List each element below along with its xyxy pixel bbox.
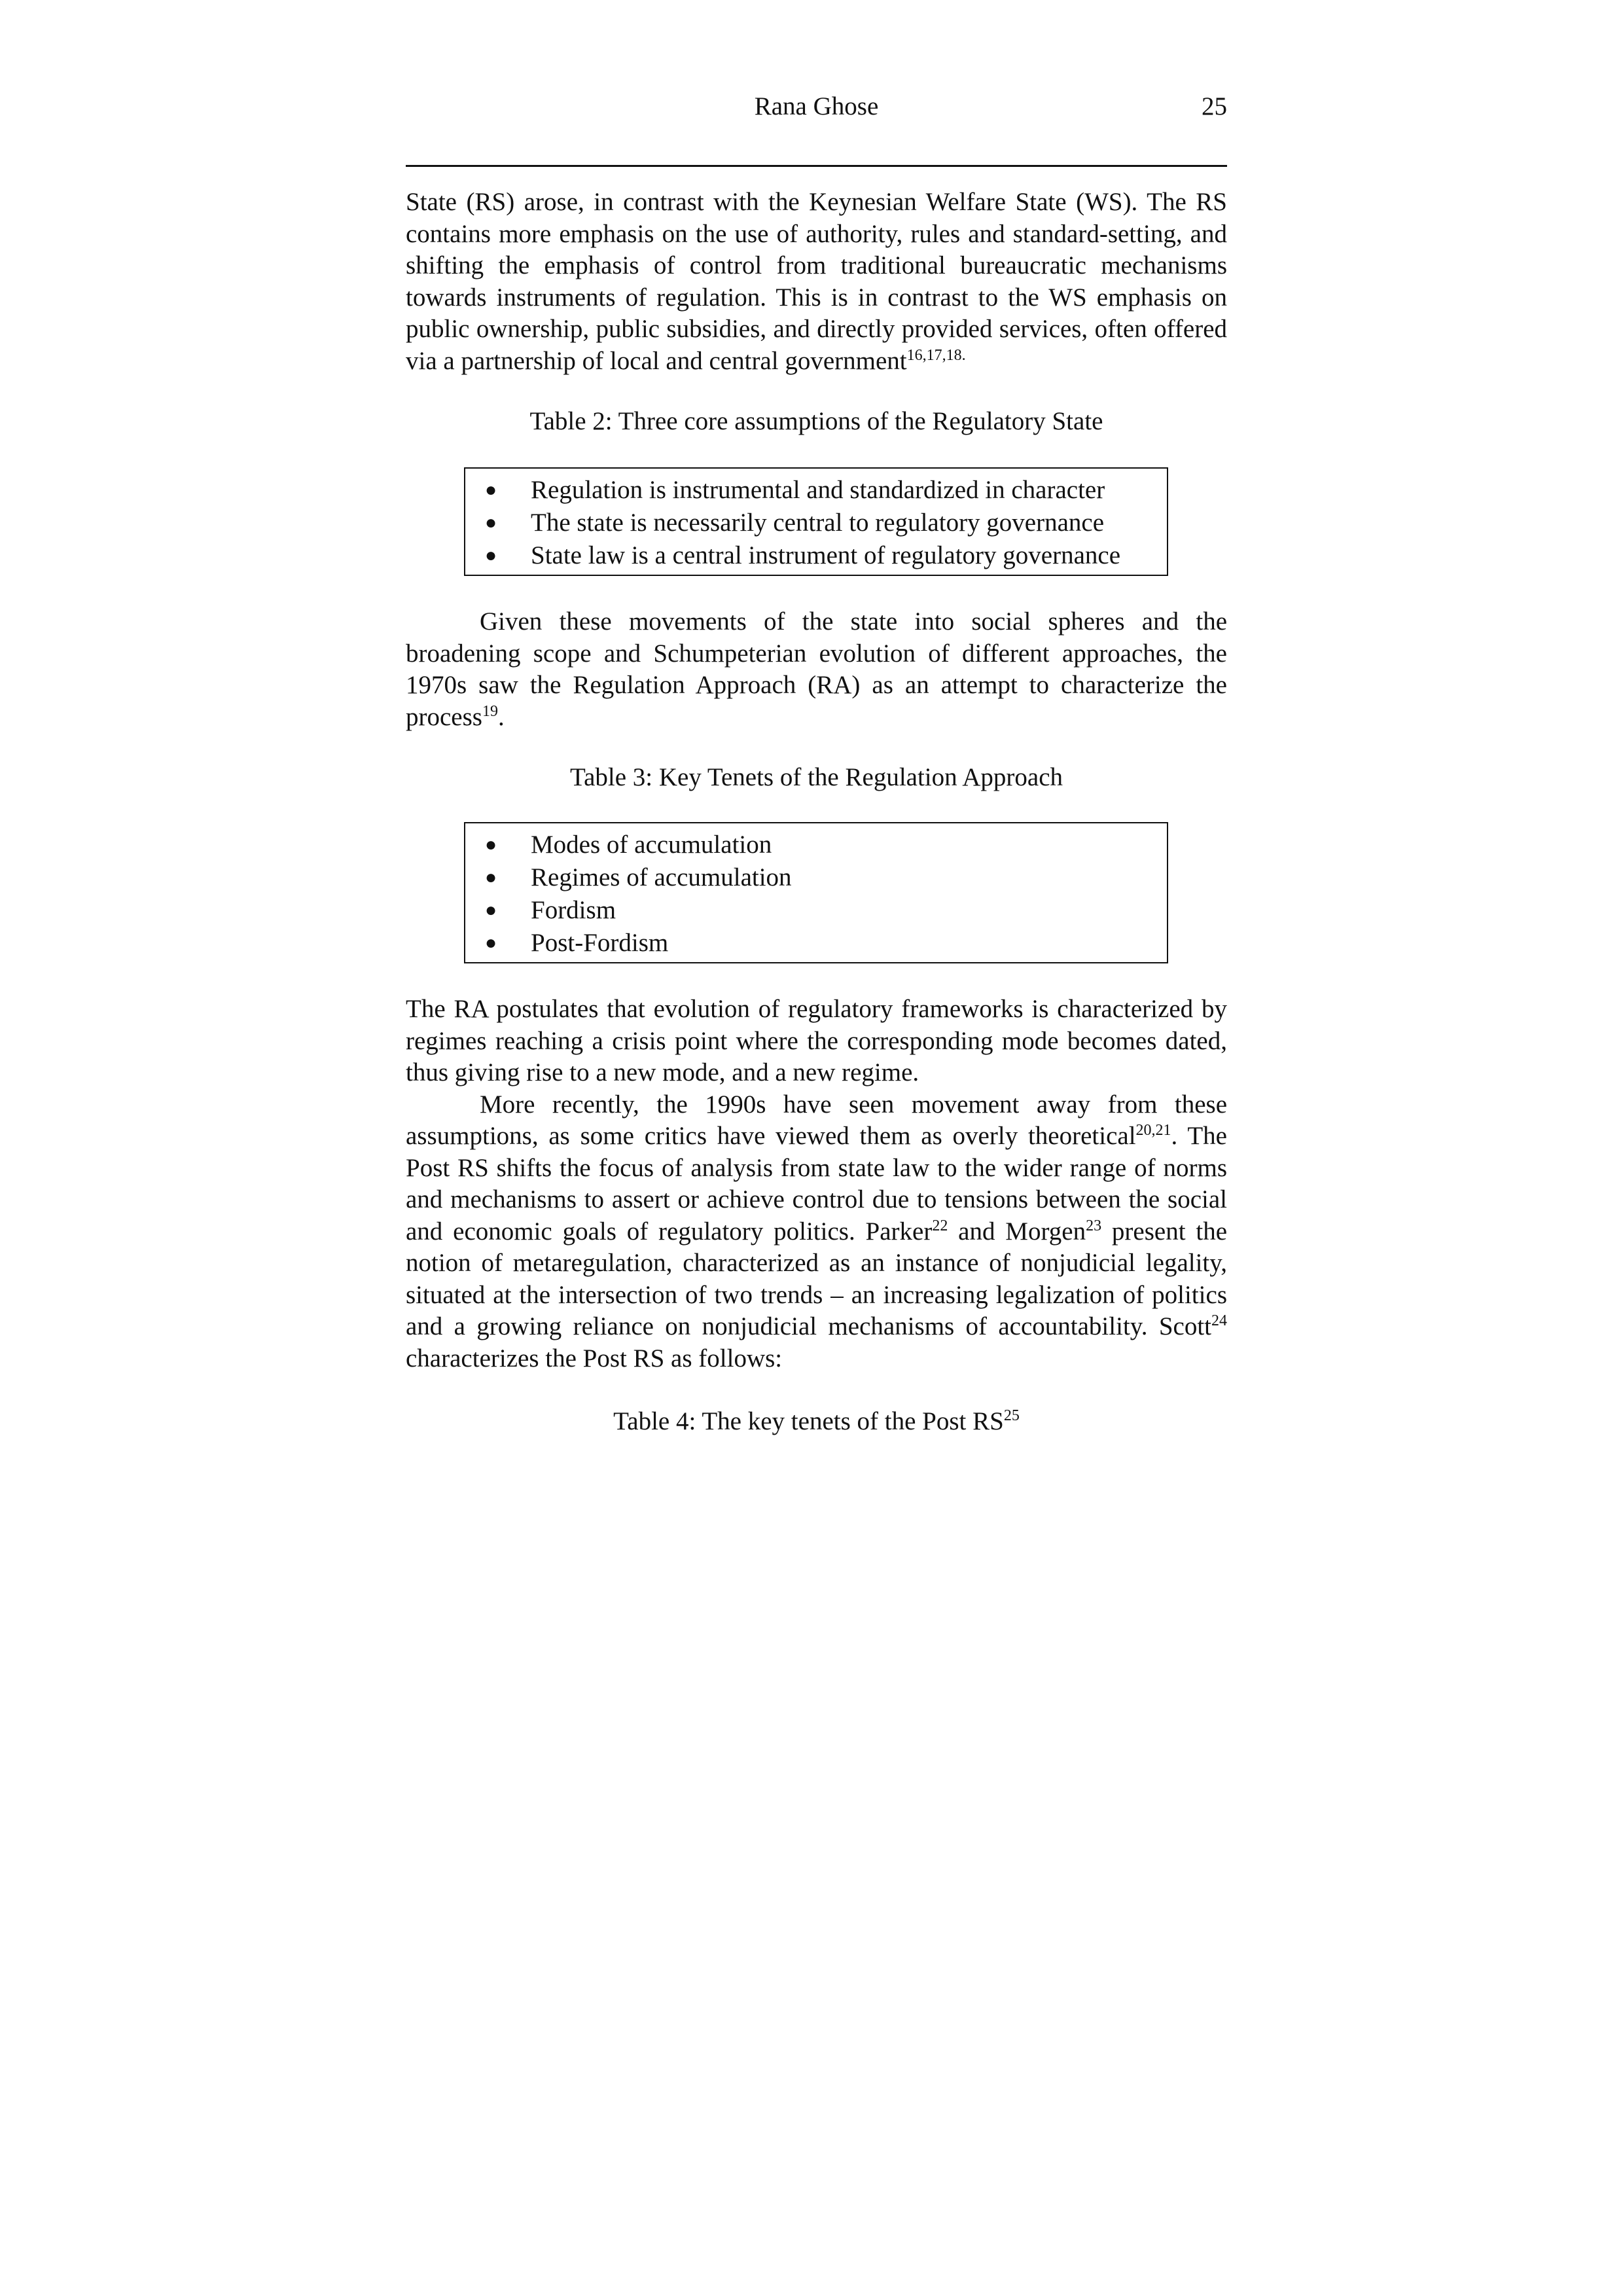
table-3-item-text: Fordism: [531, 896, 616, 924]
footnote-ref: 22: [932, 1217, 948, 1234]
bullet-icon: ●: [485, 899, 497, 921]
table-2-item-text: State law is a central instrument of regulatory governance: [531, 541, 1120, 569]
table-3-box: [464, 822, 1168, 963]
paragraph-text: present the notion of metaregulation, characterized as an instance of nonjudicial legality, situated at the intersection of two trends – an increasing legalization of politics and a growing reliance on nonjudicial mechanisms of accountability. Scott: [406, 1217, 1227, 1340]
table-3-item: [473, 829, 1151, 861]
bullet-icon: ●: [485, 867, 497, 888]
footnote-ref: 25: [1003, 1407, 1020, 1424]
paragraph-ra-postulates: The RA postulates that evolution of regulatory frameworks is characterized by regimes reaching a crisis point where the corresponding mode becomes dated, thus giving rise to a new mode, and a new regime.: [406, 995, 1227, 1086]
footnote-ref: 23: [1086, 1217, 1102, 1234]
running-head: [406, 92, 1227, 131]
header-rule: [406, 165, 1227, 167]
table-3-caption: Table 3: Key Tenets of the Regulation Approach: [569, 763, 1063, 791]
page-number: 25: [1202, 92, 1227, 120]
paragraph-text: characterizes the Post RS as follows:: [406, 1344, 783, 1372]
bullet-icon: ●: [485, 545, 497, 566]
table-2-box: [464, 467, 1168, 576]
bullet-icon: ●: [485, 834, 497, 855]
paragraph-regulation-approach: [406, 606, 1227, 733]
table-3-item-text: Post-Fordism: [531, 929, 669, 957]
paragraph-text: More recently, the 1990s have seen movement away from these assumptions, as some critics have viewed them as overly theoretical: [406, 1090, 1227, 1150]
table-3-item-text: Modes of accumulation: [531, 831, 772, 859]
table-3-item: [473, 894, 1151, 927]
footnote-ref: 24: [1211, 1312, 1227, 1329]
table-3-list: [473, 829, 1151, 960]
paragraph-tail: .: [497, 702, 505, 731]
table-2-item: [473, 507, 1151, 539]
paragraph-text: Given these movements of the state into social spheres and the broadening scope and Schumpeterian evolution of different approaches, the 1970s saw the Regulation Approach (RA) as an attempt to characterize the process: [406, 607, 1227, 731]
table-3-item: [473, 861, 1151, 894]
table-2-item: [473, 474, 1151, 507]
table-2-item-text: Regulation is instrumental and standardized in character: [531, 476, 1105, 504]
paragraph-text: . The Post RS shifts the focus of analysis from state law to the wider range of norms and mechanisms to assert or achieve control due to tensions between the social and economic goals of regulatory politics. Parker: [406, 1122, 1227, 1246]
table-2-list: [473, 474, 1151, 572]
table-4-caption: [406, 1406, 1227, 1437]
footnote-ref: 20,21: [1135, 1122, 1171, 1139]
paragraph-regulatory-state: [406, 187, 1227, 377]
paragraph-post-rs: [406, 1089, 1227, 1375]
paragraph-text: State (RS) arose, in contrast with the Keynesian Welfare State (WS). The RS contains more emphasis on the use of authority, rules and standard-setting, and shifting the emphasis of control from traditional bureaucratic mechanisms towards instruments of regulation. This is in contrast to the WS emphasis on public ownership, public subsidies, and directly provided services, often offered via a partnership of local and central government: [406, 188, 1227, 375]
bullet-icon: ●: [485, 512, 497, 533]
paragraph-text: and Morgen: [948, 1217, 1086, 1246]
running-head-author: Rana Ghose: [754, 92, 879, 120]
table-2-item-text: The state is necessarily central to regulatory governance: [531, 509, 1105, 537]
bullet-icon: ●: [485, 479, 497, 501]
paper-page: [406, 92, 1227, 1437]
footnote-ref: 19: [482, 702, 498, 720]
table-2-item: [473, 539, 1151, 572]
bullet-icon: ●: [485, 932, 497, 954]
table-4-caption-text: Table 4: The key tenets of the Post RS: [613, 1407, 1004, 1435]
table-3-item: [473, 927, 1151, 960]
table-3-item-text: Regimes of accumulation: [531, 863, 792, 891]
footnote-ref: 16,17,18.: [906, 346, 966, 364]
table-2-caption: Table 2: Three core assumptions of the Regulatory State: [529, 407, 1103, 435]
